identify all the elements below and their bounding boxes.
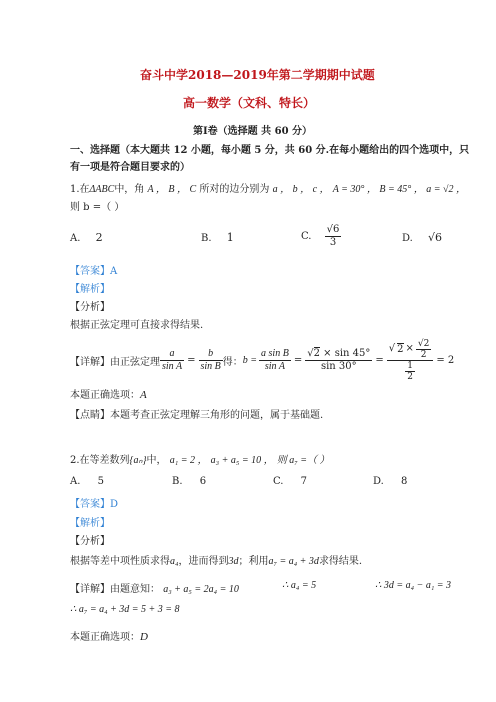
solution-fraction-2: $\frac{√2 \times \sin 45^\circ}{\sin 30^\circ}$ [307, 347, 371, 372]
q1-sides: a ， b ， c ， [272, 184, 330, 195]
q2-ask: 则 a₇ =（ ） [276, 455, 330, 466]
q2-option-a-letter: A. [70, 476, 81, 487]
q2-fenxi [70, 552, 362, 567]
q2-option-a-value: 5 [97, 476, 104, 487]
q2-option-d-value: 8 [401, 476, 408, 487]
q1-option-b[interactable] [201, 231, 234, 244]
exam-subtitle: 高一数学（文科、特长） [183, 96, 316, 110]
section-line-1: 一、选择题（本大题共 12 小题，每小题 5 分，共 60 分.在每小题给出的四个选项中，只 [70, 145, 470, 156]
q2-option-c-value: 7 [300, 476, 308, 487]
q2-conclusion-letter: D [140, 631, 148, 643]
q1-xiangjie-tag: 【详解】由正弦定理 [70, 356, 160, 368]
q2-fenxi-a: 根据等差中项性质求得 [70, 556, 170, 567]
solution-fraction-3: √ 2 × $\frac{√2}{2}$ $\frac{1}{2}$ [387, 339, 434, 382]
q2-xiangjie [70, 580, 239, 595]
q2-eq-2: ∴ a₄ = 5 [282, 580, 317, 591]
q1-option-d-letter: D. [402, 233, 413, 244]
q2-option-a[interactable] [70, 476, 104, 487]
law-of-sines-fraction-1: $\frac{a}{\text{sin A}}$ [162, 347, 183, 372]
q2-option-b-letter: B. [172, 476, 183, 487]
q2-conclusion [70, 628, 148, 643]
q1-jiexi: 【解析】 [70, 284, 110, 295]
q2-fenxi-3d: 3d [228, 556, 239, 567]
q1-option-a-letter: A. [70, 233, 81, 244]
q1-option-a[interactable] [70, 231, 103, 244]
q1-xiangjie-result: = 2 [436, 354, 455, 366]
q1-xiangjie-de: 得： [222, 356, 243, 368]
law-of-sines-fraction-2: $\frac{b}{\text{sin B}}$ [200, 347, 221, 372]
q1-sides-intro: 所对的边分别为 [199, 184, 270, 195]
q2-eq-4: ∴ a₇ = a₄ + 3d = 5 + 3 = 8 [70, 604, 180, 615]
q1-option-c[interactable] [301, 224, 341, 249]
q2-prefix: 2.在等差数列 [70, 455, 130, 466]
q1-option-b-value: 1 [226, 231, 234, 244]
q1-mid: 中，角 [114, 184, 145, 195]
q2-fenxi-c: ；利用 [238, 556, 269, 567]
q1-fenxi-tag: 【分析】 [70, 302, 110, 313]
q2-option-c-letter: C. [273, 476, 284, 487]
q2-given-2: a₃ + a₅ = 10 ， [210, 455, 274, 466]
q2-mid: 中， [146, 455, 167, 466]
q2-seq: {aₙ} [129, 455, 147, 466]
q1-conclusion-letter: A [140, 389, 147, 401]
q2-option-b-value: 6 [199, 476, 207, 487]
q1-conclusion-prefix: 本题正确选项： [70, 390, 140, 401]
exam-title: 奋斗中学2018—2019年第二学期期中试题 [140, 68, 375, 82]
q1-option-d-value: √6 [428, 231, 443, 244]
q2-fenxi-a4: a₄ [170, 556, 179, 567]
q2-fenxi-d: 求得结果. [318, 556, 363, 567]
q2-answer: 【答案】D [70, 499, 119, 510]
q2-option-d[interactable] [373, 476, 407, 487]
q1-option-a-value: 2 [95, 231, 103, 244]
q1-option-c-num: √6 [326, 224, 340, 235]
q2-jiexi: 【解析】 [70, 518, 110, 529]
q1-stem [70, 180, 466, 195]
q1-stem-line2: 则 b =（ ） [70, 202, 125, 213]
q2-eq-3: ∴ 3d = a₄ − a₁ = 3 [375, 580, 452, 591]
q1-conclusion [70, 386, 147, 401]
q1-prefix: 1.在 [70, 184, 90, 195]
q2-given-1: a₁ = 2 ， [169, 455, 208, 466]
q1-option-c-letter: C. [301, 231, 312, 242]
q2-stem [70, 451, 330, 466]
q1-option-c-den: 3 [329, 237, 337, 248]
q2-option-c[interactable] [273, 476, 307, 487]
q1-option-c-fraction [325, 224, 342, 249]
q2-fenxi-b: ，进而得到 [178, 556, 229, 567]
q1-angles: A ， B ， C [147, 184, 197, 195]
section-line-2: 有一项是符合题目要求的） [70, 162, 190, 173]
q1-option-d[interactable] [402, 231, 442, 244]
q1-given: A = 30° ， B = 45° ， a = √2 ， [332, 184, 467, 195]
q2-option-d-letter: D. [373, 476, 384, 487]
q1-option-b-letter: B. [201, 233, 212, 244]
q1-answer: 【答案】A [70, 266, 118, 277]
solution-fraction-1: $\frac{\text{a sin B}}{\text{sin A}}$ [261, 347, 289, 372]
q1-triangle: ΔABC [89, 184, 115, 195]
volume-heading: 第Ⅰ卷（选择题 共 60 分） [193, 126, 313, 137]
q1-xiangjie: 【详解】由正弦定理 $\frac{a}{\text{sin A}}$ = $\frac{b}{\text{sin B}}$ 得： b = $\frac{\text{a sin B}}{\text{sin A}}$ = $\frac{√2 \times \sin 45^\circ}{\sin 30^\circ}$ = √ 2 × $\frac{√2}{2}$ $\frac{1}{2}$ = 2 [70, 338, 455, 382]
q2-option-b[interactable] [172, 476, 206, 487]
q1-dianjing: 【点睛】本题考查正弦定理解三角形的问题，属于基础题. [70, 410, 324, 421]
q2-conclusion-prefix: 本题正确选项： [70, 632, 140, 643]
q1-fenxi: 根据正弦定理可直接求得结果. [70, 320, 204, 331]
q2-eq-1: a₃ + a₅ = 2a₄ = 10 [163, 584, 239, 595]
q2-xiangjie-tag: 【详解】由题意知： [70, 584, 160, 595]
q2-fenxi-tag: 【分析】 [70, 536, 110, 547]
q2-fenxi-formula: a₇ = a₄ + 3d [268, 556, 319, 567]
